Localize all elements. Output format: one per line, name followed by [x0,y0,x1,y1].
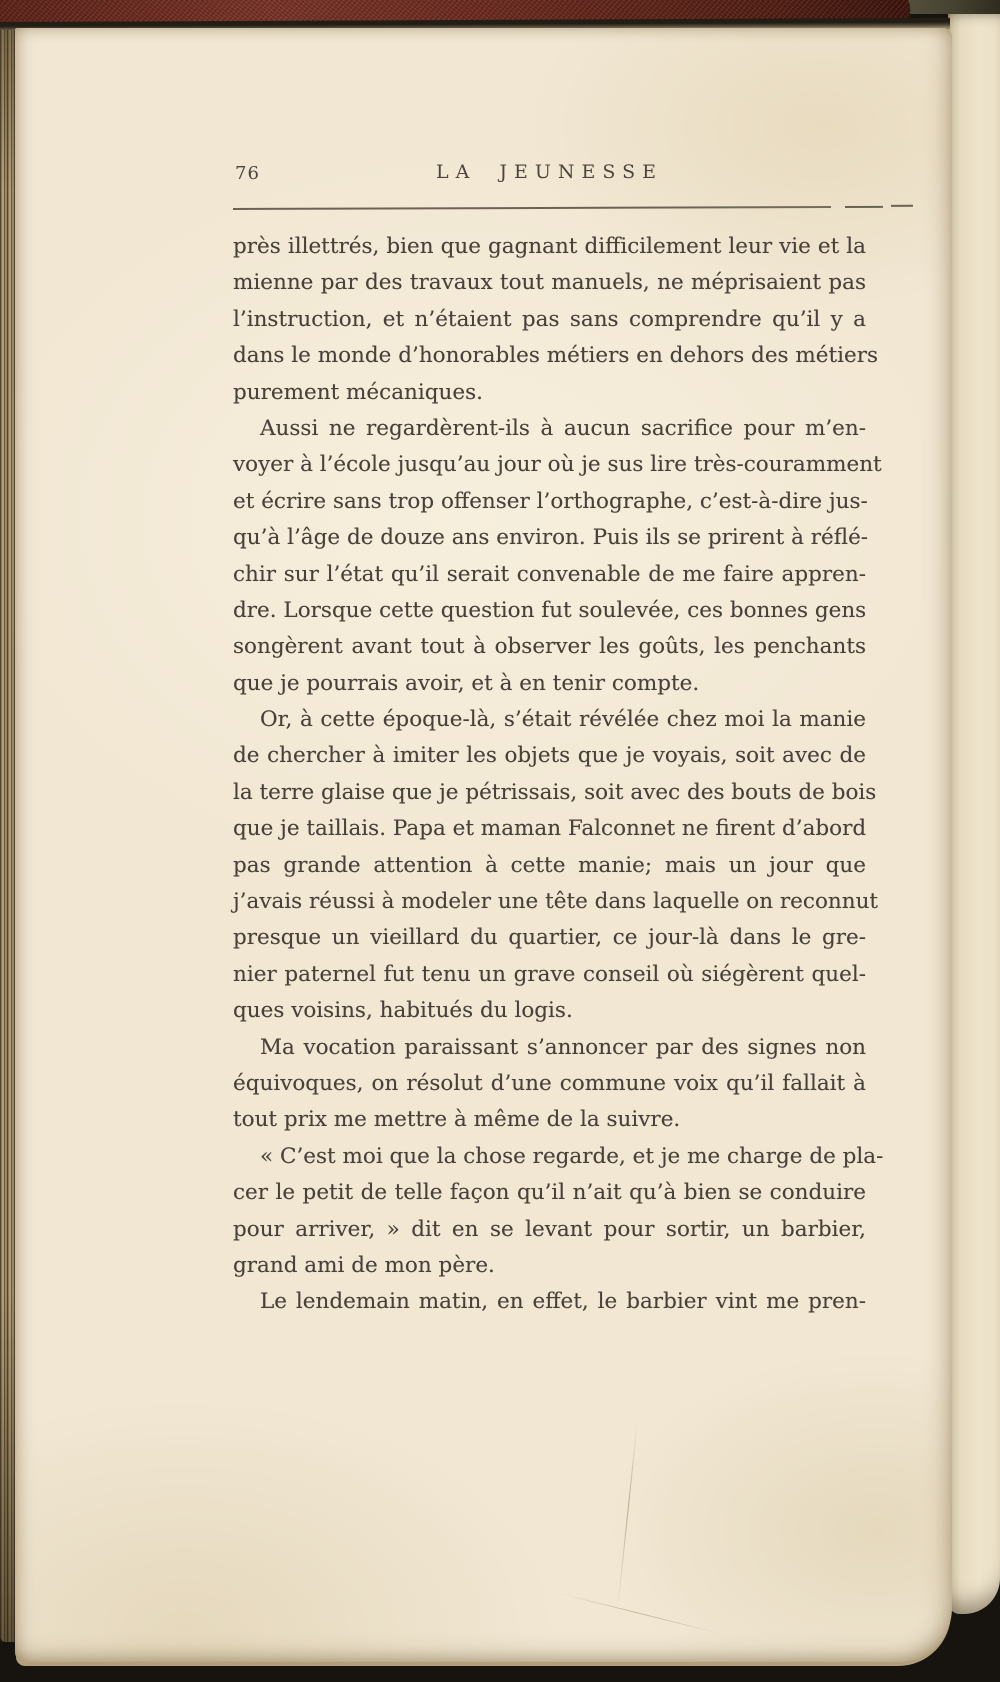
header-rule-dash [891,205,913,207]
adjacent-page-edge [948,8,1000,1614]
text-line: chir sur l’état qu’il serait convenable de me faire appren- [233,561,866,587]
text-line: tout prix me mettre à même de la suivre. [233,1107,681,1133]
text-line: Or, à cette époque-là, s’était révélée chez moi la manie [260,707,866,733]
text-line: nier paternel fut tenu un grave conseil où siégèrent quel- [233,961,866,987]
text-line: et écrire sans trop offenser l’orthographe, c’est-à-dire jus- [233,488,868,514]
page-crease [617,1420,638,1609]
text-line: la terre glaise que je pétrissais, soit avec des bouts de bois [233,779,877,805]
text-line: ques voisins, habitués du logis. [233,998,573,1024]
text-line: qu’à l’âge de douze ans environ. Puis ils se prirent à réflé- [233,525,869,551]
text-line: dre. Lorsque cette question fut soulevée, ces bonnes gens [233,597,867,623]
text-line: j’avais réussi à modeler une tête dans laquelle on reconnut [233,889,879,915]
header-rule-dash [845,206,883,208]
text-line: l’instruction, et n’étaient pas sans comprendre qu’il y a [233,306,866,332]
running-header [233,158,866,188]
text-line: purement mécaniques. [233,379,483,405]
text-line: près illettrés, bien que gagnant difficilement leur vie et la [233,234,866,259]
text-line: pas grande attention à cette manie; mais un jour que [233,852,866,878]
book-page [15,28,952,1662]
text-line: cer le petit de telle façon qu’il n’ait qu’à bien se conduire [233,1180,866,1206]
text-line: que je taillais. Papa et maman Falconnet ne firent d’abord [233,816,867,842]
text-line: voyer à l’école jusqu’au jour où je sus lire très-couramment [233,452,882,478]
text-body [233,229,884,1321]
text-line: grand ami de mon père. [233,1252,495,1278]
text-line: de chercher à imiter les objets que je voyais, soit avec de [233,743,866,769]
text-line: pour arriver, » dit en se levant pour sortir, un barbier, [233,1216,866,1242]
text-line: Ma vocation paraissant s’annoncer par des signes non [260,1034,866,1060]
text-line: mienne par des travaux tout manuels, ne méprisaient pas [233,270,866,296]
running-title: LA JEUNESSE [436,161,663,183]
text-line: équivoques, on résolut d’une commune voix qu’il fallait à [233,1070,866,1096]
page-crease [557,1592,722,1634]
text-line: dans le monde d’honorables métiers en dehors des métiers [233,343,879,369]
header-rule [233,206,831,210]
text-line: songèrent avant tout à observer les goûts, les penchants [233,634,866,660]
text-block [233,158,884,1321]
text-line: Le lendemain matin, en effet, le barbier vint me pren- [260,1289,866,1315]
text-line: presque un vieillard du quartier, ce jour-là dans le gre- [233,925,866,951]
page-number: 76 [235,163,260,184]
text-line: que je pourrais avoir, et à en tenir compte. [233,670,700,696]
text-line: « C’est moi que la chose regarde, et je me charge de pla- [260,1143,884,1169]
text-line: Aussi ne regardèrent-ils à aucun sacrifice pour m’en- [260,415,866,441]
